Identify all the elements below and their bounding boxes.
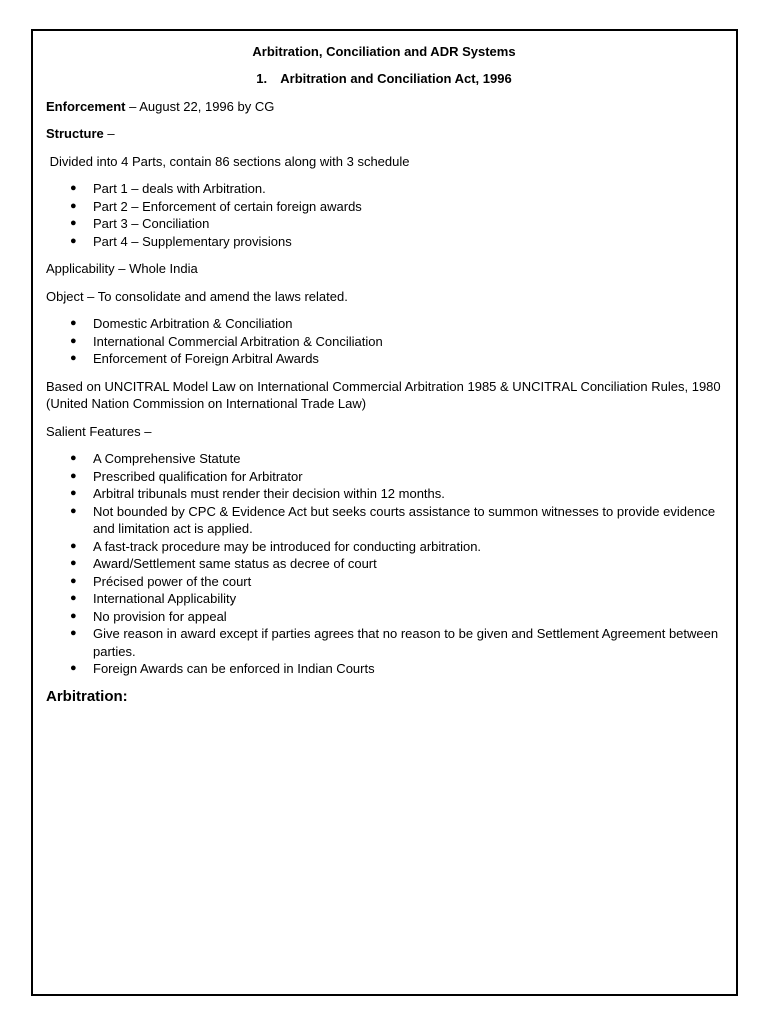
- bullet-icon: ●: [70, 487, 77, 499]
- list-item: ● International Applicability: [70, 591, 237, 606]
- bullet-icon: ●: [70, 469, 77, 482]
- list-item: ● Précised power of the court: [70, 573, 252, 589]
- document-subtitle: [46, 70, 722, 88]
- list-item: ● Award/Settlement same status as decree of court: [70, 556, 377, 571]
- enforcement-value: – August 22, 1996 by CG: [125, 98, 275, 114]
- subtitle-text: Arbitration and Conciliation Act, 1996: [280, 71, 512, 86]
- structure-line: [46, 125, 722, 143]
- list-item: ● Prescribed qualification for Arbitrator: [70, 468, 303, 484]
- bullet-icon: ●: [70, 609, 77, 622]
- structure-suffix: –: [103, 126, 115, 141]
- salient-features-heading: Salient Features –: [46, 423, 152, 439]
- bullet-icon: ●: [70, 627, 77, 639]
- list-item: ● International Commercial Arbitration & Conciliation: [70, 333, 383, 349]
- enforcement-label: Enforcement: [46, 98, 126, 114]
- bullet-icon: ●: [70, 217, 77, 229]
- bullet-icon: ●: [70, 504, 77, 517]
- structure-label: Structure: [46, 126, 104, 141]
- bullet-icon: ●: [70, 452, 77, 464]
- bullet-icon: ●: [70, 557, 77, 569]
- list-item: ● Give reason in award except if parties agrees that no reason to be given and Settlement Agreement between parties.: [70, 626, 719, 659]
- list-item: ● A Comprehensive Statute: [70, 451, 241, 466]
- bullet-icon: ●: [70, 662, 77, 674]
- document-body: [46, 43, 722, 705]
- list-item: ● Part 2 – Enforcement of certain foreign awards: [70, 198, 362, 214]
- applicability-line: Applicability – Whole India: [46, 261, 198, 276]
- bullet-icon: ●: [70, 234, 77, 247]
- list-item: ● Not bounded by CPC & Evidence Act but seeks courts assistance to summon witnesses to provide evidence and limitation act is applied.: [70, 503, 716, 536]
- list-item: ● Part 1 – deals with Arbitration.: [70, 181, 266, 196]
- enforcement-line: [46, 98, 722, 116]
- based-on-paragraph: Based on UNCITRAL Model Law on International Commercial Arbitration 1985 & UNCITRAL Conciliation Rules, 1980 (United Nation Commission on International Trade Law): [46, 378, 721, 411]
- object-line: Object – To consolidate and amend the laws related.: [46, 288, 348, 304]
- list-item: ● Arbitral tribunals must render their decision within 12 months.: [70, 486, 445, 501]
- bullet-icon: ●: [70, 182, 77, 194]
- bullet-icon: ●: [70, 574, 77, 587]
- structure-intro: Divided into 4 Parts, contain 86 sections along with 3 schedule: [46, 153, 410, 169]
- list-item: ● Part 3 – Conciliation: [70, 216, 210, 231]
- list-item: ● Enforcement of Foreign Arbitral Awards: [70, 351, 319, 366]
- bullet-icon: ●: [70, 199, 77, 212]
- list-item: ● Part 4 – Supplementary provisions: [70, 233, 292, 249]
- salient-features-list: [46, 450, 722, 678]
- object-list: [46, 315, 722, 368]
- bullet-icon: ●: [70, 352, 77, 364]
- list-item: ● A fast-track procedure may be introduced for conducting arbitration.: [70, 538, 482, 554]
- bullet-icon: ●: [70, 592, 77, 604]
- bullet-icon: ●: [70, 334, 77, 347]
- list-item: ● Domestic Arbitration & Conciliation: [70, 316, 293, 331]
- list-item: ● No provision for appeal: [70, 608, 227, 624]
- bullet-icon: ●: [70, 539, 77, 552]
- document-title: Arbitration, Conciliation and ADR Systems: [252, 44, 516, 59]
- subtitle-number: 1.: [256, 71, 268, 86]
- bullet-icon: ●: [70, 317, 77, 329]
- parts-list: [46, 180, 722, 250]
- arbitration-heading: Arbitration:: [46, 687, 128, 705]
- list-item: ● Foreign Awards can be enforced in Indian Courts: [70, 661, 375, 676]
